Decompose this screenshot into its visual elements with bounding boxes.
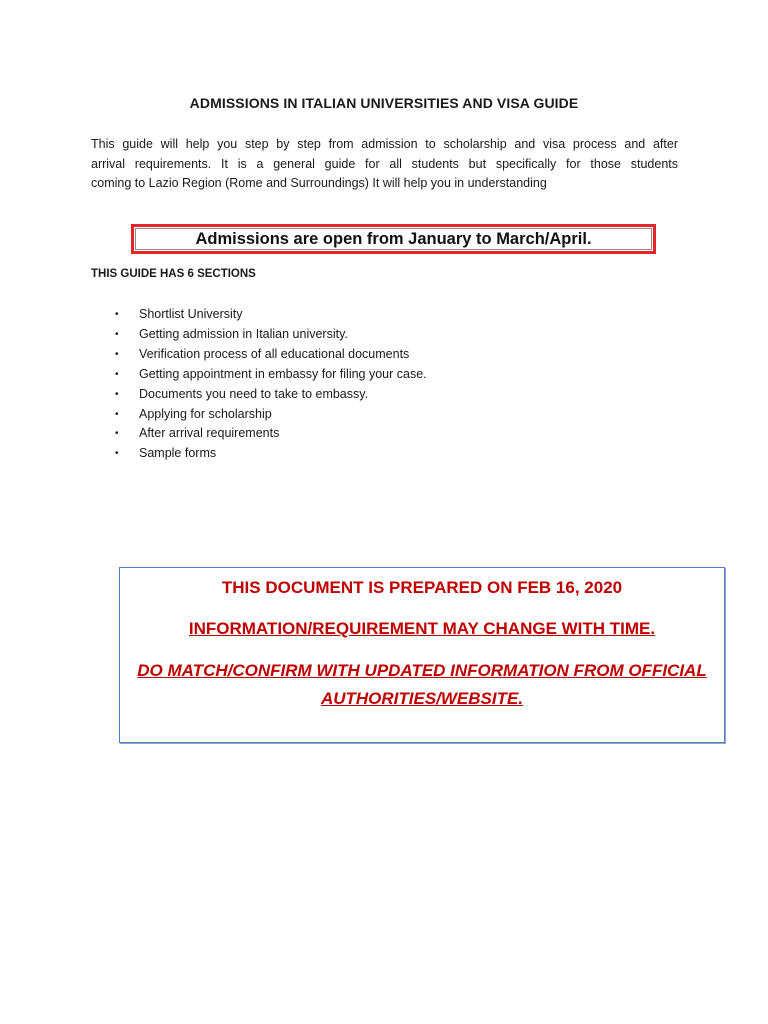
list-item bbox=[115, 365, 427, 385]
admissions-banner bbox=[131, 224, 656, 254]
bullet-icon: • bbox=[115, 388, 119, 400]
intro-paragraph bbox=[91, 135, 678, 194]
list-item bbox=[115, 424, 427, 444]
intro-line: This guide will help you step by step from admission to scholarship and visa process and after bbox=[91, 137, 678, 151]
list-item bbox=[115, 345, 427, 365]
bullet-icon: • bbox=[115, 368, 119, 380]
list-item-label: After arrival requirements bbox=[139, 426, 280, 441]
confirm-notice-line: AUTHORITIES/WEBSITE. bbox=[320, 689, 524, 708]
list-item-label: Applying for scholarship bbox=[139, 406, 272, 421]
bullet-icon: • bbox=[115, 328, 119, 340]
prepared-date-notice: THIS DOCUMENT IS PREPARED ON FEB 16, 2020 bbox=[221, 578, 623, 597]
list-item bbox=[115, 305, 427, 325]
bullet-icon: • bbox=[115, 428, 119, 440]
list-item-label: Getting admission in Italian university. bbox=[139, 326, 348, 341]
admissions-banner-text: Admissions are open from January to March/April. bbox=[195, 229, 592, 248]
bullet-icon: • bbox=[115, 408, 119, 420]
list-item bbox=[115, 385, 427, 405]
bullet-icon: • bbox=[115, 309, 119, 320]
list-item bbox=[115, 325, 427, 345]
intro-line: arrival requirements. It is a general guide for all students but specifically for those students bbox=[91, 156, 678, 171]
list-item-label: Verification process of all educational documents bbox=[139, 346, 410, 361]
list-item bbox=[115, 405, 427, 425]
list-item bbox=[115, 444, 427, 464]
page-title: ADMISSIONS IN ITALIAN UNIVERSITIES AND VISA GUIDE bbox=[189, 95, 579, 111]
intro-line: coming to Lazio Region (Rome and Surroundings) It will help you in understanding bbox=[91, 176, 547, 190]
bullet-icon: • bbox=[115, 348, 119, 360]
confirm-notice-line: DO MATCH/CONFIRM WITH UPDATED INFORMATION FROM OFFICIAL bbox=[137, 661, 707, 680]
list-item-label: Documents you need to take to embassy. bbox=[139, 386, 369, 401]
list-item-label: Shortlist University bbox=[139, 307, 243, 321]
list-item-label: Getting appointment in embassy for filing your case. bbox=[139, 366, 427, 381]
bullet-icon: • bbox=[115, 448, 119, 460]
list-item-label: Sample forms bbox=[139, 446, 217, 461]
change-warning-notice: INFORMATION/REQUIREMENT MAY CHANGE WITH TIME. bbox=[188, 619, 656, 638]
sections-heading: THIS GUIDE HAS 6 SECTIONS bbox=[91, 268, 256, 280]
section-list bbox=[115, 305, 427, 464]
confirm-notice bbox=[120, 657, 724, 713]
disclaimer-box bbox=[119, 567, 725, 743]
